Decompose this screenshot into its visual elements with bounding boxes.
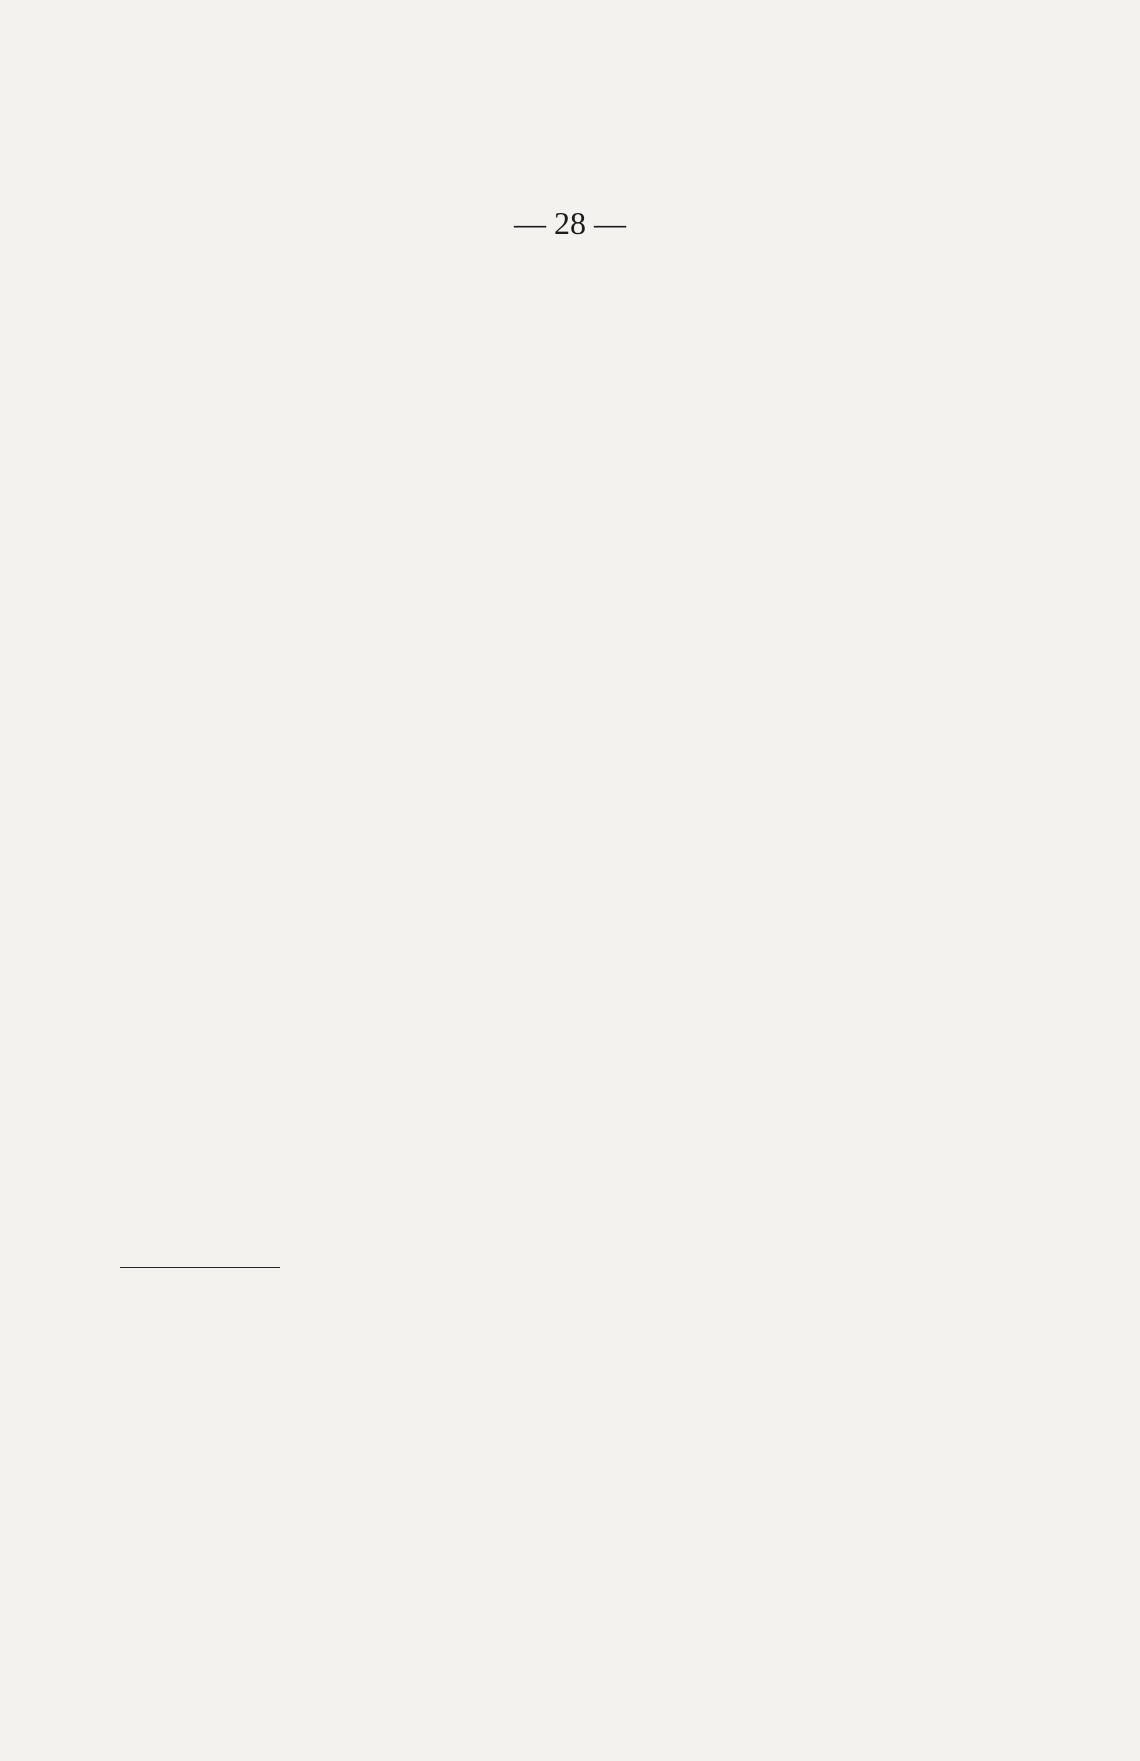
footnotes	[117, 1290, 908, 1570]
page-number: — 28 —	[514, 205, 626, 241]
footnote-separator	[120, 1267, 280, 1268]
main-text	[117, 263, 908, 1253]
